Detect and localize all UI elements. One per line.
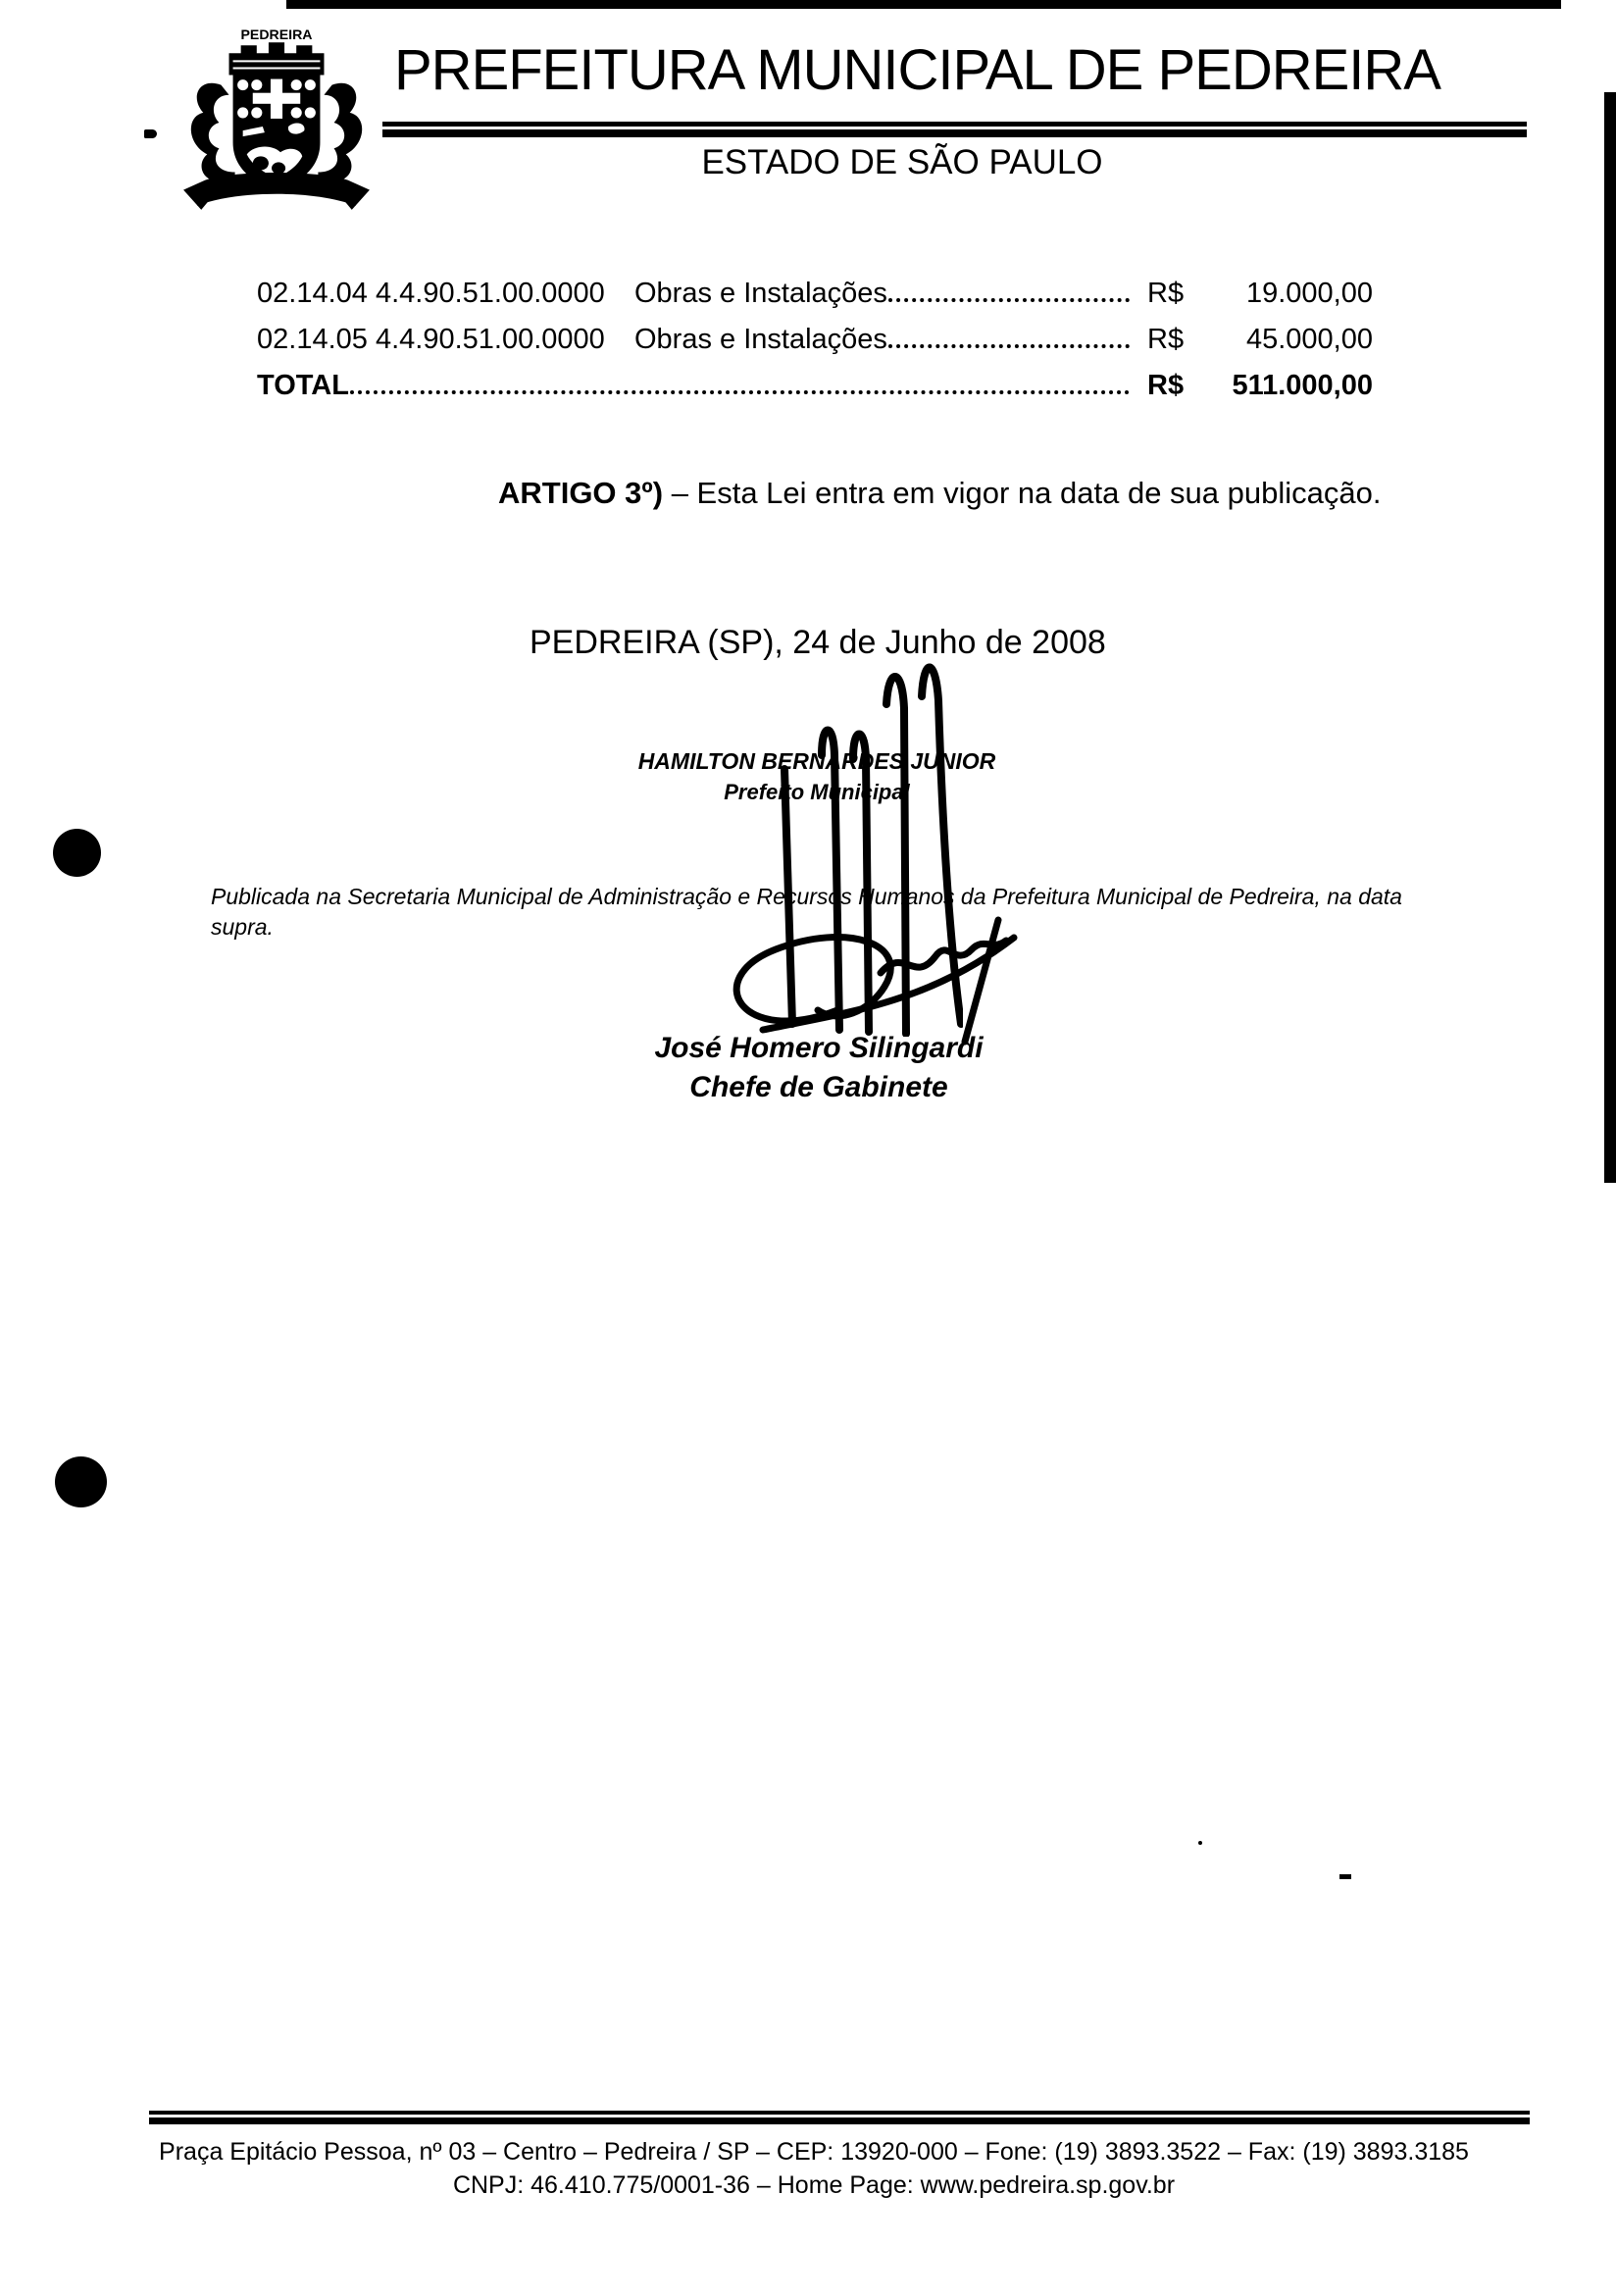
budget-code: 02.14.04 4.4.90.51.00.0000 [257, 278, 605, 309]
table-row [257, 317, 1373, 363]
document-title: PREFEITURA MUNICIPAL DE PEDREIRA [394, 38, 1440, 102]
dot-leader [888, 298, 1130, 302]
scan-speck [144, 129, 157, 138]
currency-symbol: R$ [1147, 370, 1185, 401]
article-label: ARTIGO 3º) [498, 476, 664, 510]
total-amount: 511.000,00 [1232, 370, 1373, 401]
footer-cnpj-line: CNPJ: 46.410.775/0001-36 – Home Page: www.pedreira.sp.gov.br [452, 2171, 1176, 2199]
mayor-role: Prefeito Municipal [724, 780, 910, 804]
table-total-row [257, 363, 1373, 409]
budget-amount: 45.000,00 [1245, 324, 1373, 355]
chief-role: Chefe de Gabinete [689, 1071, 948, 1103]
chief-signature-ink [673, 912, 1028, 1051]
scan-speck [1339, 1874, 1351, 1879]
punch-hole-mark [53, 829, 101, 877]
budget-description-cell [634, 317, 1147, 363]
header-divider [382, 122, 1527, 137]
scan-speck [1198, 1841, 1202, 1845]
table-row [257, 271, 1373, 317]
municipal-coat-of-arms [175, 24, 379, 222]
chief-signature-block [588, 1032, 1049, 1104]
footer-divider [149, 2111, 1530, 2124]
total-label: TOTAL [257, 370, 349, 401]
crest-banner-text: PEDREIRA [240, 26, 313, 43]
punch-hole-mark [55, 1456, 107, 1507]
currency-symbol: R$ [1147, 324, 1185, 355]
scan-edge-artifact-right [1604, 92, 1616, 1183]
article-text: – Esta Lei entra em vigor na data de sua publicação. [671, 476, 1382, 510]
budget-description: Obras e Instalações [634, 278, 887, 309]
budget-description-cell [634, 271, 1147, 317]
chief-name: José Homero Silingardi [654, 1032, 984, 1064]
budget-description: Obras e Instalações [634, 324, 887, 355]
scan-edge-artifact-top [286, 0, 1561, 9]
budget-amount: 19.000,00 [1245, 278, 1373, 309]
mayor-name: HAMILTON BERNARDES JUNIOR [637, 748, 996, 774]
dot-leader [888, 344, 1130, 348]
article-clause [498, 476, 1381, 511]
dot-leader [350, 390, 1130, 394]
footer [118, 2135, 1510, 2202]
mayor-signature-block [601, 748, 1033, 805]
document-subtitle: ESTADO DE SÃO PAULO [701, 143, 1103, 181]
publication-note: Publicada na Secretaria Municipal de Administração e Recursos Humanos da Prefeitura Municipal de Pedreira, na data supra. [211, 884, 1402, 940]
currency-symbol: R$ [1147, 278, 1185, 309]
budget-code: 02.14.05 4.4.90.51.00.0000 [257, 324, 605, 355]
place-date-line: PEDREIRA (SP), 24 de Junho de 2008 [530, 624, 1106, 661]
footer-address-line: Praça Epitácio Pessoa, nº 03 – Centro – Pedreira / SP – CEP: 13920-000 – Fone: (19) 3893.3522 – Fax: (19) 3893.3185 [159, 2138, 1469, 2166]
budget-table [257, 271, 1373, 409]
